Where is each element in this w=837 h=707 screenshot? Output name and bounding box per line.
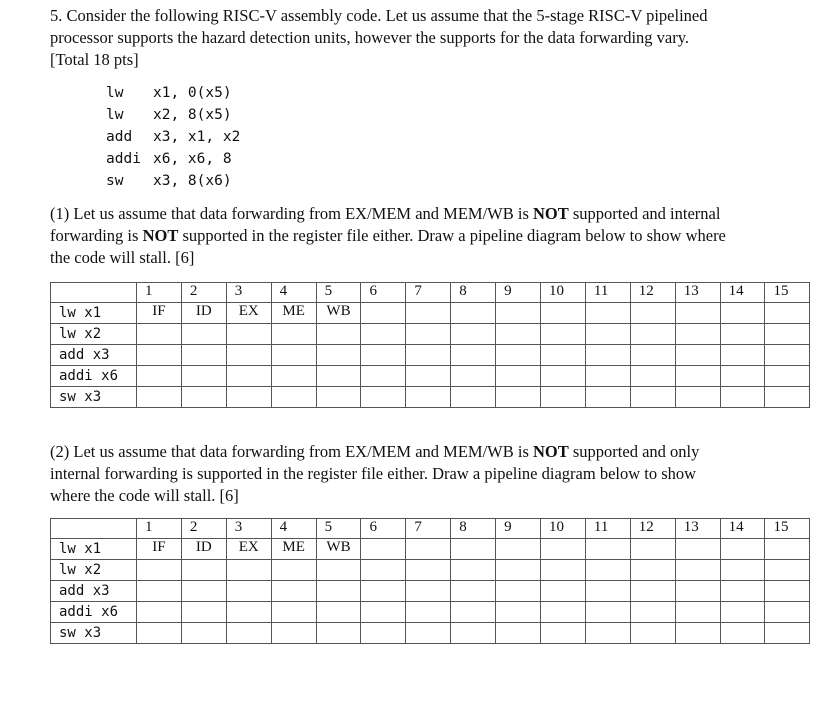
stage-cell[interactable] xyxy=(181,560,226,581)
table-row xyxy=(51,581,810,602)
corner-cell xyxy=(51,519,137,539)
stage-cell: ID xyxy=(181,303,226,324)
stage-cell[interactable] xyxy=(226,581,271,602)
stage-cell[interactable] xyxy=(541,366,586,387)
stage-cell[interactable] xyxy=(406,345,451,366)
stage-cell[interactable] xyxy=(406,581,451,602)
stage-cell[interactable] xyxy=(496,560,541,581)
stage-cell[interactable] xyxy=(181,366,226,387)
stage-cell[interactable] xyxy=(630,366,675,387)
stage-cell[interactable] xyxy=(630,623,675,644)
stage-cell[interactable] xyxy=(226,560,271,581)
stage-cell[interactable] xyxy=(137,602,182,623)
stage-cell[interactable] xyxy=(720,560,765,581)
cycle-header: 14 xyxy=(720,519,765,539)
stage-cell[interactable] xyxy=(675,539,720,560)
stage-cell[interactable] xyxy=(720,387,765,408)
stage-cell[interactable] xyxy=(630,560,675,581)
instruction-label: add x3 xyxy=(51,581,137,602)
stage-cell[interactable] xyxy=(541,623,586,644)
stage-cell[interactable] xyxy=(226,623,271,644)
stage-cell[interactable] xyxy=(496,623,541,644)
stage-cell[interactable] xyxy=(541,560,586,581)
stage-cell[interactable] xyxy=(765,602,810,623)
corner-cell xyxy=(51,283,137,303)
table-row xyxy=(51,560,810,581)
cycle-header: 9 xyxy=(496,283,541,303)
question-header xyxy=(50,5,820,71)
stage-cell[interactable] xyxy=(361,387,406,408)
stage-cell[interactable] xyxy=(675,324,720,345)
stage-cell[interactable] xyxy=(675,303,720,324)
cycle-header: 4 xyxy=(271,283,316,303)
table-row xyxy=(51,345,810,366)
stage-cell: IF xyxy=(137,303,182,324)
stage-cell[interactable] xyxy=(271,366,316,387)
stage-cell[interactable] xyxy=(765,560,810,581)
stage-cell[interactable] xyxy=(361,539,406,560)
stage-cell[interactable] xyxy=(406,560,451,581)
cycle-header: 10 xyxy=(541,283,586,303)
stage-cell[interactable] xyxy=(226,345,271,366)
stage-cell[interactable] xyxy=(541,345,586,366)
cycle-header: 4 xyxy=(271,519,316,539)
stage-cell[interactable] xyxy=(316,366,361,387)
stage-cell[interactable] xyxy=(361,324,406,345)
stage-cell[interactable] xyxy=(675,623,720,644)
stage-cell[interactable] xyxy=(137,366,182,387)
stage-cell[interactable] xyxy=(226,366,271,387)
question-line-2: processor supports the hazard detection units, however the supports for the data forwarding vary. xyxy=(50,28,690,47)
stage-cell[interactable] xyxy=(451,387,496,408)
stage-cell: EX xyxy=(226,539,271,560)
stage-cell[interactable] xyxy=(765,539,810,560)
instruction-label: lw x1 xyxy=(51,539,137,560)
stage-cell[interactable] xyxy=(316,623,361,644)
cycle-header: 6 xyxy=(361,283,406,303)
stage-cell[interactable] xyxy=(406,303,451,324)
stage-cell[interactable] xyxy=(271,560,316,581)
stage-cell[interactable] xyxy=(630,324,675,345)
stage-cell[interactable] xyxy=(765,303,810,324)
stage-cell[interactable] xyxy=(181,623,226,644)
stage-cell[interactable] xyxy=(271,345,316,366)
stage-cell[interactable] xyxy=(226,387,271,408)
code-line: add x3, x1, x2 xyxy=(106,129,241,145)
stage-cell[interactable] xyxy=(675,560,720,581)
stage-cell[interactable] xyxy=(541,303,586,324)
stage-cell[interactable] xyxy=(181,581,226,602)
stage-cell[interactable] xyxy=(451,560,496,581)
stage-cell[interactable] xyxy=(720,623,765,644)
stage-cell[interactable] xyxy=(720,303,765,324)
table-row xyxy=(51,303,810,324)
question-line-1: 5. Consider the following RISC-V assembly code. Let us assume that the 5-stage RISC-V pipelined xyxy=(50,6,708,25)
cycle-header: 3 xyxy=(226,283,271,303)
table-row xyxy=(51,623,810,644)
stage-cell[interactable] xyxy=(675,387,720,408)
stage-cell[interactable] xyxy=(675,602,720,623)
stage-cell[interactable] xyxy=(496,366,541,387)
stage-cell[interactable] xyxy=(137,560,182,581)
stage-cell[interactable] xyxy=(496,387,541,408)
stage-cell: IF xyxy=(137,539,182,560)
cycle-header: 9 xyxy=(496,519,541,539)
instruction-label: lw x2 xyxy=(51,560,137,581)
instruction-label: lw x2 xyxy=(51,324,137,345)
cycle-header: 5 xyxy=(316,283,361,303)
stage-cell[interactable] xyxy=(316,345,361,366)
stage-cell: ID xyxy=(181,539,226,560)
cycle-header: 7 xyxy=(406,283,451,303)
cycle-header: 1 xyxy=(137,283,182,303)
cycle-header: 13 xyxy=(675,519,720,539)
stage-cell: WB xyxy=(316,539,361,560)
question-points: [Total 18 pts] xyxy=(50,50,139,69)
stage-cell[interactable] xyxy=(361,366,406,387)
stage-cell: WB xyxy=(316,303,361,324)
stage-cell[interactable] xyxy=(675,345,720,366)
cycle-header: 11 xyxy=(585,283,630,303)
stage-cell[interactable] xyxy=(541,387,586,408)
stage-cell[interactable] xyxy=(720,324,765,345)
stage-cell[interactable] xyxy=(585,602,630,623)
stage-cell[interactable] xyxy=(496,303,541,324)
stage-cell[interactable] xyxy=(765,366,810,387)
cycle-header: 8 xyxy=(451,283,496,303)
cycle-header: 2 xyxy=(181,283,226,303)
stage-cell[interactable] xyxy=(720,366,765,387)
stage-cell[interactable] xyxy=(406,387,451,408)
table-row xyxy=(51,387,810,408)
stage-cell[interactable] xyxy=(406,324,451,345)
stage-cell[interactable] xyxy=(406,623,451,644)
stage-cell[interactable] xyxy=(451,581,496,602)
stage-cell[interactable] xyxy=(451,539,496,560)
stage-cell[interactable] xyxy=(226,602,271,623)
stage-cell[interactable] xyxy=(630,387,675,408)
cycle-header: 12 xyxy=(630,283,675,303)
cycle-header: 10 xyxy=(541,519,586,539)
code-line: lw x1, 0(x5) xyxy=(106,85,232,101)
stage-cell[interactable] xyxy=(585,366,630,387)
stage-cell[interactable] xyxy=(541,324,586,345)
stage-cell[interactable] xyxy=(271,623,316,644)
stage-cell[interactable] xyxy=(496,539,541,560)
stage-cell[interactable] xyxy=(451,602,496,623)
stage-cell: ME xyxy=(271,303,316,324)
stage-cell[interactable] xyxy=(271,581,316,602)
stage-cell[interactable] xyxy=(451,324,496,345)
instruction-label: addi x6 xyxy=(51,366,137,387)
cycle-header: 6 xyxy=(361,519,406,539)
cycle-header: 1 xyxy=(137,519,182,539)
stage-cell[interactable] xyxy=(765,345,810,366)
instruction-label: lw x1 xyxy=(51,303,137,324)
cycle-header: 15 xyxy=(765,283,810,303)
stage-cell[interactable] xyxy=(137,324,182,345)
stage-cell[interactable] xyxy=(496,345,541,366)
stage-cell[interactable] xyxy=(720,345,765,366)
stage-cell[interactable] xyxy=(496,581,541,602)
stage-cell[interactable] xyxy=(137,623,182,644)
cycle-header: 5 xyxy=(316,519,361,539)
stage-cell[interactable] xyxy=(361,560,406,581)
stage-cell[interactable] xyxy=(451,345,496,366)
stage-cell[interactable] xyxy=(585,324,630,345)
stage-cell[interactable] xyxy=(675,366,720,387)
stage-cell[interactable] xyxy=(765,387,810,408)
cycle-header: 3 xyxy=(226,519,271,539)
stage-cell[interactable] xyxy=(406,366,451,387)
stage-cell[interactable] xyxy=(137,581,182,602)
stage-cell[interactable] xyxy=(361,623,406,644)
stage-cell[interactable] xyxy=(541,581,586,602)
stage-cell[interactable] xyxy=(316,602,361,623)
stage-cell[interactable] xyxy=(271,324,316,345)
stage-cell[interactable] xyxy=(675,581,720,602)
stage-cell[interactable] xyxy=(181,345,226,366)
stage-cell[interactable] xyxy=(585,539,630,560)
stage-cell[interactable] xyxy=(271,602,316,623)
stage-cell[interactable] xyxy=(316,387,361,408)
table-row xyxy=(51,324,810,345)
stage-cell[interactable] xyxy=(585,581,630,602)
code-line: sw x3, 8(x6) xyxy=(106,173,232,189)
stage-cell[interactable] xyxy=(585,387,630,408)
cycle-header: 11 xyxy=(585,519,630,539)
pipeline-table-2 xyxy=(50,518,810,644)
stage-cell[interactable] xyxy=(541,539,586,560)
table-row xyxy=(51,539,810,560)
stage-cell[interactable] xyxy=(630,581,675,602)
stage-cell[interactable] xyxy=(406,602,451,623)
cycle-header: 8 xyxy=(451,519,496,539)
stage-cell[interactable] xyxy=(585,623,630,644)
cycle-header: 13 xyxy=(675,283,720,303)
stage-cell[interactable] xyxy=(720,581,765,602)
stage-cell[interactable] xyxy=(720,602,765,623)
assembly-code-block xyxy=(106,82,240,192)
stage-cell[interactable] xyxy=(271,387,316,408)
stage-cell[interactable] xyxy=(137,345,182,366)
stage-cell[interactable] xyxy=(765,581,810,602)
cycle-header: 12 xyxy=(630,519,675,539)
stage-cell[interactable] xyxy=(181,602,226,623)
stage-cell[interactable] xyxy=(406,539,451,560)
stage-cell[interactable] xyxy=(361,345,406,366)
stage-cell[interactable] xyxy=(137,387,182,408)
instruction-label: add x3 xyxy=(51,345,137,366)
stage-cell[interactable] xyxy=(496,602,541,623)
stage-cell[interactable] xyxy=(361,581,406,602)
code-line: addi x6, x6, 8 xyxy=(106,151,232,167)
part2-prompt: (2) Let us assume that data forwarding from EX/MEM and MEM/WB is NOT supported and only internal forwarding is supported in the register file either. Draw a pipeline diagram below to show where the code will stall. [6] xyxy=(50,442,700,505)
pipeline-table-1 xyxy=(50,282,810,408)
stage-cell: ME xyxy=(271,539,316,560)
cycle-header: 2 xyxy=(181,519,226,539)
code-line: lw x2, 8(x5) xyxy=(106,107,232,123)
stage-cell[interactable] xyxy=(451,366,496,387)
stage-cell[interactable] xyxy=(316,324,361,345)
stage-cell[interactable] xyxy=(585,345,630,366)
cycle-header: 7 xyxy=(406,519,451,539)
stage-cell[interactable] xyxy=(181,387,226,408)
cycle-header: 15 xyxy=(765,519,810,539)
table-row xyxy=(51,602,810,623)
stage-cell[interactable] xyxy=(630,602,675,623)
stage-cell[interactable] xyxy=(451,303,496,324)
stage-cell[interactable] xyxy=(451,623,496,644)
table-row xyxy=(51,366,810,387)
stage-cell: EX xyxy=(226,303,271,324)
stage-cell[interactable] xyxy=(585,560,630,581)
part1-prompt: (1) Let us assume that data forwarding from EX/MEM and MEM/WB is NOT supported and internal forwarding is NOT supported in the register file either. Draw a pipeline diagram below to show where the code will stall. [6] xyxy=(50,204,726,267)
stage-cell[interactable] xyxy=(765,324,810,345)
stage-cell[interactable] xyxy=(630,539,675,560)
cycle-header: 14 xyxy=(720,283,765,303)
stage-cell[interactable] xyxy=(765,623,810,644)
stage-cell[interactable] xyxy=(496,324,541,345)
instruction-label: sw x3 xyxy=(51,387,137,408)
stage-cell[interactable] xyxy=(541,602,586,623)
stage-cell[interactable] xyxy=(720,539,765,560)
stage-cell[interactable] xyxy=(181,324,226,345)
stage-cell[interactable] xyxy=(630,303,675,324)
stage-cell[interactable] xyxy=(316,581,361,602)
stage-cell[interactable] xyxy=(630,345,675,366)
stage-cell[interactable] xyxy=(316,560,361,581)
stage-cell[interactable] xyxy=(585,303,630,324)
stage-cell[interactable] xyxy=(361,602,406,623)
stage-cell[interactable] xyxy=(226,324,271,345)
instruction-label: sw x3 xyxy=(51,623,137,644)
instruction-label: addi x6 xyxy=(51,602,137,623)
stage-cell[interactable] xyxy=(361,303,406,324)
